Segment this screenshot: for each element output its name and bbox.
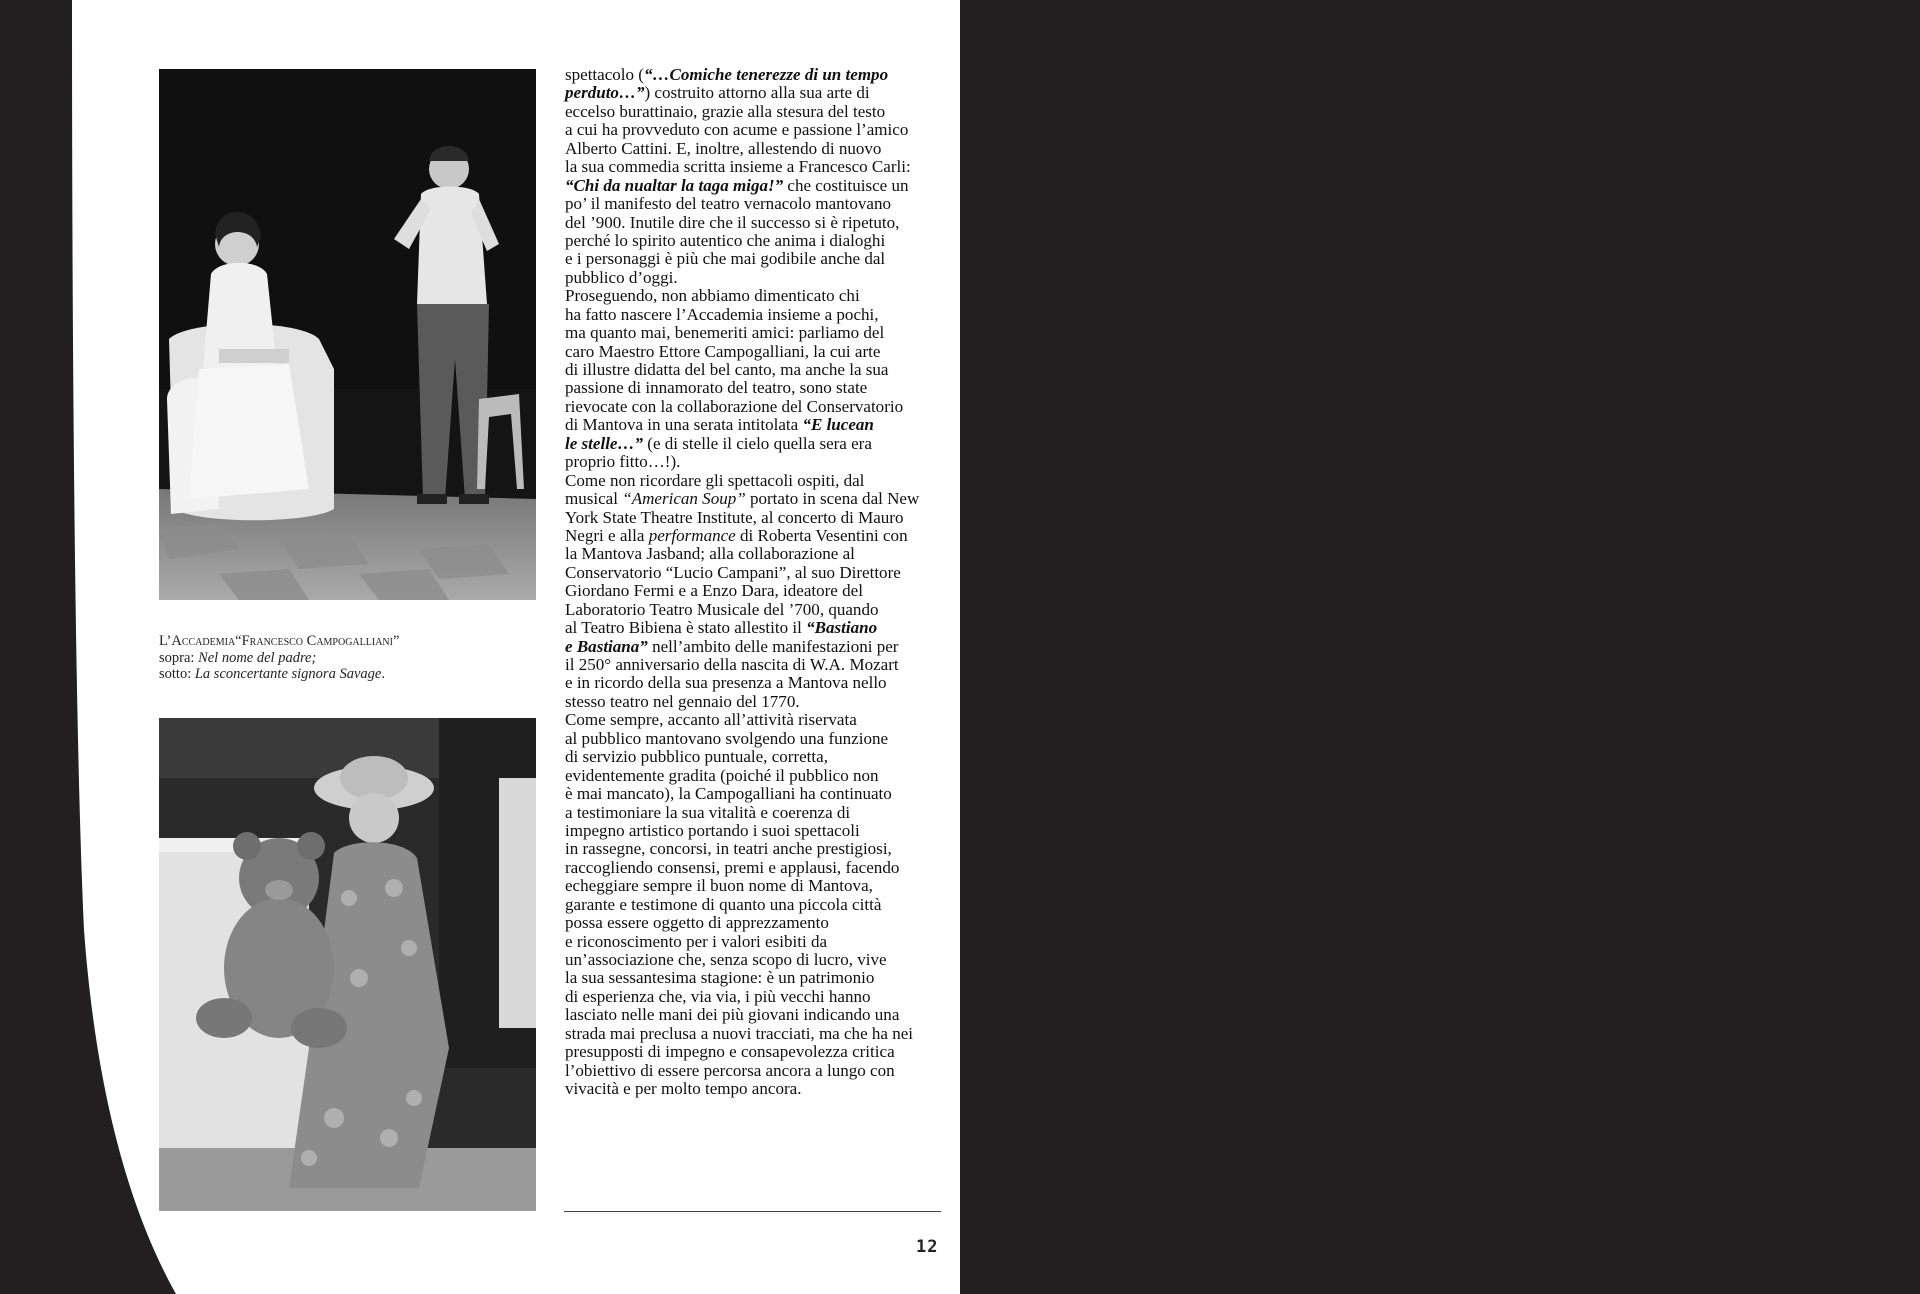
text-run: la sua sessantesima stagione: è un patrimonio <box>565 968 875 988</box>
footer-rule <box>564 1211 941 1212</box>
text-line <box>565 840 951 858</box>
text-run: evidentemente gradita (poiché il pubblico non <box>565 765 879 785</box>
text-line <box>565 306 951 324</box>
text-line <box>565 361 951 379</box>
photo-nel-nome-del-padre <box>159 69 536 600</box>
text-line <box>565 859 951 877</box>
text-line <box>565 877 951 895</box>
bold-italic-title: e Bastiana” <box>565 636 648 656</box>
text-run: portato in scena dal New <box>745 489 920 509</box>
text-line <box>565 914 951 932</box>
text-run: stesso teatro nel gennaio del 1770. <box>565 691 800 711</box>
text-line <box>565 711 951 729</box>
text-line <box>565 969 951 987</box>
text-run: Proseguendo, non abbiamo dimenticato chi <box>565 286 860 306</box>
text-line <box>565 527 951 545</box>
caption-top-label: sopra: <box>159 649 199 666</box>
text-run: l’obiettivo di essere percorsa ancora a lungo con <box>565 1060 895 1080</box>
text-line <box>565 1080 951 1098</box>
photo-la-sconcertante-signora-savage <box>159 718 536 1211</box>
text-line <box>565 84 951 102</box>
text-line <box>565 398 951 416</box>
text-run: la sua commedia scritta insieme a Francesco Carli: <box>565 157 911 177</box>
text-line <box>565 951 951 969</box>
text-line <box>565 674 951 692</box>
text-run: proprio fitto…!). <box>565 452 681 472</box>
text-run: e i personaggi è più che mai godibile anche dal <box>565 249 886 269</box>
text-run: York State Theatre Institute, al concerto di Mauro <box>565 507 904 527</box>
text-run: in rassegne, concorsi, in teatri anche prestigiosi, <box>565 839 892 859</box>
text-line <box>565 140 951 158</box>
text-line <box>565 545 951 563</box>
text-run: presupposti di impegno e consapevolezza critica <box>565 1042 895 1062</box>
text-run: vivacità e per molto tempo ancora. <box>565 1079 802 1099</box>
text-run: del ’900. Inutile dire che il successo si è ripetuto, <box>565 212 900 232</box>
text-run: il 250° anniversario della nascita di W.A. Mozart <box>565 655 899 674</box>
text-line <box>565 933 951 951</box>
text-run: pubblico d’oggi. <box>565 267 678 287</box>
caption-line-2 <box>159 650 489 667</box>
bold-italic-title: “E lucean <box>802 415 874 435</box>
text-run: ha fatto nascere l’Accademia insieme a pochi, <box>565 304 879 324</box>
text-line <box>565 214 951 232</box>
text-line <box>565 250 951 268</box>
text-run: di Roberta Vesentini con <box>735 525 908 545</box>
text-line <box>565 988 951 1006</box>
text-line <box>565 195 951 213</box>
bold-italic-title: perduto…” <box>565 83 645 103</box>
text-line <box>565 1006 951 1024</box>
text-run: Come sempre, accanto all’attività riservata <box>565 710 857 730</box>
text-run: di illustre didatta del bel canto, ma anche la sua <box>565 360 889 379</box>
text-line <box>565 324 951 342</box>
text-run: al pubblico mantovano svolgendo una funzione <box>565 728 889 748</box>
caption-top-title: Nel nome del padre; <box>198 649 317 666</box>
text-line <box>565 619 951 637</box>
text-line <box>565 103 951 121</box>
text-line <box>565 693 951 711</box>
text-line <box>565 416 951 434</box>
caption-prefix: L’Accademia <box>159 633 236 649</box>
text-line <box>565 158 951 176</box>
bold-italic-title: “Bastiano <box>806 618 878 638</box>
text-line <box>565 121 951 139</box>
text-line <box>565 1025 951 1043</box>
text-run: impegno artistico portando i suoi spettacoli <box>565 820 860 840</box>
caption-bottom-title: La sconcertante signora Savage <box>194 666 382 682</box>
text-run: a cui ha provveduto con acume e passione l’amico <box>565 120 909 140</box>
text-line <box>565 564 951 582</box>
text-line <box>565 822 951 840</box>
text-run: un’associazione che, senza scopo di lucro, vive <box>565 950 887 969</box>
text-run: Laboratorio Teatro Musicale del ’700, quando <box>565 599 879 619</box>
text-line <box>565 269 951 287</box>
text-run: spettacolo ( <box>565 65 644 84</box>
text-line <box>565 785 951 803</box>
text-run: garante e testimone di quanto una piccola città <box>565 894 882 914</box>
text-line <box>565 379 951 397</box>
caption-bottom-label: sotto: <box>159 666 195 682</box>
bold-italic-title: “…Comiche tenerezze di un tempo <box>643 65 889 84</box>
text-run: perché lo spirito autentico che anima i dialoghi <box>565 230 886 250</box>
caption-academy-name: “Francesco Campogalliani” <box>235 633 400 649</box>
caption-line-1 <box>159 633 489 650</box>
italic-text: performance <box>648 525 736 545</box>
text-line <box>565 287 951 305</box>
text-line <box>565 453 951 471</box>
text-run: la Mantova Jasband; alla collaborazione al <box>565 544 855 564</box>
text-run: echeggiare sempre il buon nome di Mantova, <box>565 876 873 896</box>
text-line <box>565 656 951 674</box>
body-text-column <box>565 66 951 1099</box>
text-line <box>565 748 951 766</box>
text-line <box>565 896 951 914</box>
text-run: rievocate con la collaborazione del Conservatorio <box>565 396 904 416</box>
text-run: e riconoscimento per i valori esibiti da <box>565 931 828 951</box>
caption-end: . <box>381 666 385 682</box>
caption-line-3 <box>159 666 489 683</box>
text-run: Giordano Fermi e a Enzo Dara, ideatore del <box>565 581 863 601</box>
bold-italic-title: “Chi da nualtar la taga miga!” <box>565 175 784 195</box>
text-run: al Teatro Bibiena è stato allestito il <box>565 618 807 638</box>
text-line <box>565 509 951 527</box>
text-run: possa essere oggetto di apprezzamento <box>565 913 829 933</box>
text-run: che costituisce un <box>783 175 909 195</box>
text-run: di Mantova in una serata intitolata <box>565 415 803 435</box>
text-run: Come non ricordare gli spettacoli ospiti, dal <box>565 470 865 490</box>
photo-caption <box>159 633 489 683</box>
text-line <box>565 767 951 785</box>
page-number: 12 <box>916 1237 939 1257</box>
text-run: eccelso burattinaio, grazie alla stesura del testo <box>565 101 886 121</box>
italic-text: “American Soup” <box>622 489 746 509</box>
text-line <box>565 177 951 195</box>
text-line <box>565 730 951 748</box>
text-run: nell’ambito delle manifestazioni per <box>647 636 899 656</box>
text-line <box>565 490 951 508</box>
text-run: ) costruito attorno alla sua arte di <box>644 83 870 103</box>
text-run: e in ricordo della sua presenza a Mantova nello <box>565 673 887 693</box>
text-run: lasciato nelle mani dei più giovani indicando una <box>565 1005 900 1025</box>
text-line <box>565 1062 951 1080</box>
text-run: di esperienza che, via via, i più vecchi hanno <box>565 986 871 1006</box>
text-run: è mai mancato), la Campogalliani ha continuato <box>565 784 892 804</box>
text-line <box>565 472 951 490</box>
text-line <box>565 1043 951 1061</box>
text-run: ma quanto mai, benemeriti amici: parliamo del <box>565 323 885 343</box>
bold-italic-title: le stelle…” <box>565 433 644 453</box>
text-run: strada mai preclusa a nuovi tracciati, ma che ha nei <box>565 1023 914 1043</box>
text-run: a testimoniare la sua vitalità e coerenza di <box>565 802 851 822</box>
text-run: musical <box>565 489 623 509</box>
text-run: Alberto Cattini. E, inoltre, allestendo di nuovo <box>565 138 882 158</box>
text-line <box>565 582 951 600</box>
text-line <box>565 435 951 453</box>
text-line <box>565 638 951 656</box>
text-run: raccogliendo consensi, premi e applausi, facendo <box>565 857 900 877</box>
text-line <box>565 343 951 361</box>
text-line <box>565 66 951 84</box>
text-run: caro Maestro Ettore Campogalliani, la cui arte <box>565 341 881 361</box>
text-run: di servizio pubblico puntuale, corretta, <box>565 747 828 767</box>
text-run: (e di stelle il cielo quella sera era <box>643 433 872 453</box>
text-run: po’ il manifesto del teatro vernacolo mantovano <box>565 194 892 214</box>
text-run: Negri e alla <box>565 525 649 545</box>
text-line <box>565 601 951 619</box>
text-line <box>565 804 951 822</box>
text-run: Conservatorio “Lucio Campani”, al suo Direttore <box>565 562 901 582</box>
text-run: passione di innamorato del teatro, sono state <box>565 378 868 398</box>
text-line <box>565 232 951 250</box>
